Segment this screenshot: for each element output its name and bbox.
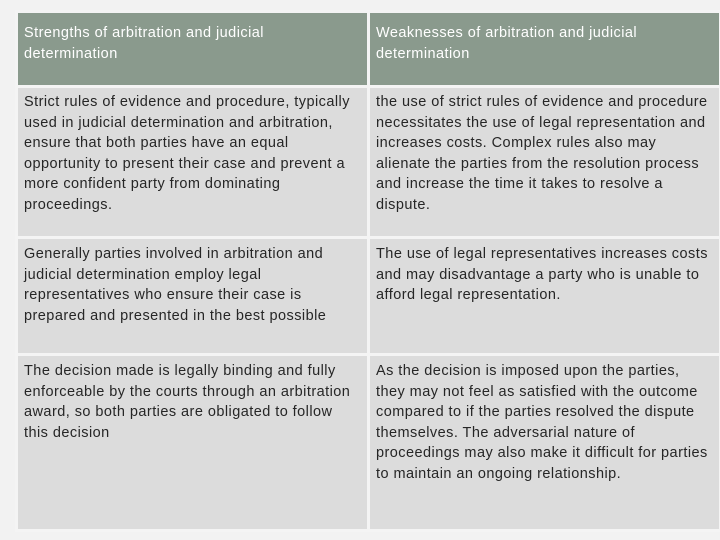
table-row <box>18 88 719 236</box>
table-header-row <box>18 13 719 85</box>
strength-cell: The decision made is legally binding and fully enforceable by the courts through an arbitration award, so both parties are obligated to follow this decision <box>18 356 367 529</box>
strengths-header: Strengths of arbitration and judicial determination <box>18 13 367 85</box>
weakness-cell: The use of legal representatives increases costs and may disadvantage a party who is unable to afford legal representation. <box>370 239 719 353</box>
weaknesses-header: Weaknesses of arbitration and judicial determination <box>370 13 719 85</box>
weakness-cell: As the decision is imposed upon the parties, they may not feel as satisfied with the outcome compared to if the parties resolved the dispute themselves. The adversarial nature of proceedings may also make it difficult for parties to maintain an ongoing relationship. <box>370 356 719 529</box>
table-row <box>18 239 719 353</box>
weakness-cell: the use of strict rules of evidence and procedure necessitates the use of legal representation and increases costs. Complex rules also may alienate the parties from the resolution process and increase the time it takes to resolve a dispute. <box>370 88 719 236</box>
table-row <box>18 356 719 529</box>
strength-cell: Strict rules of evidence and procedure, typically used in judicial determination and arbitration, ensure that both parties have an equal opportunity to present their case and prevent a more confident party from dominating proceedings. <box>18 88 367 236</box>
comparison-table <box>15 10 720 532</box>
strength-cell: Generally parties involved in arbitration and judicial determination employ legal representatives who ensure their case is prepared and presented in the best possible <box>18 239 367 353</box>
